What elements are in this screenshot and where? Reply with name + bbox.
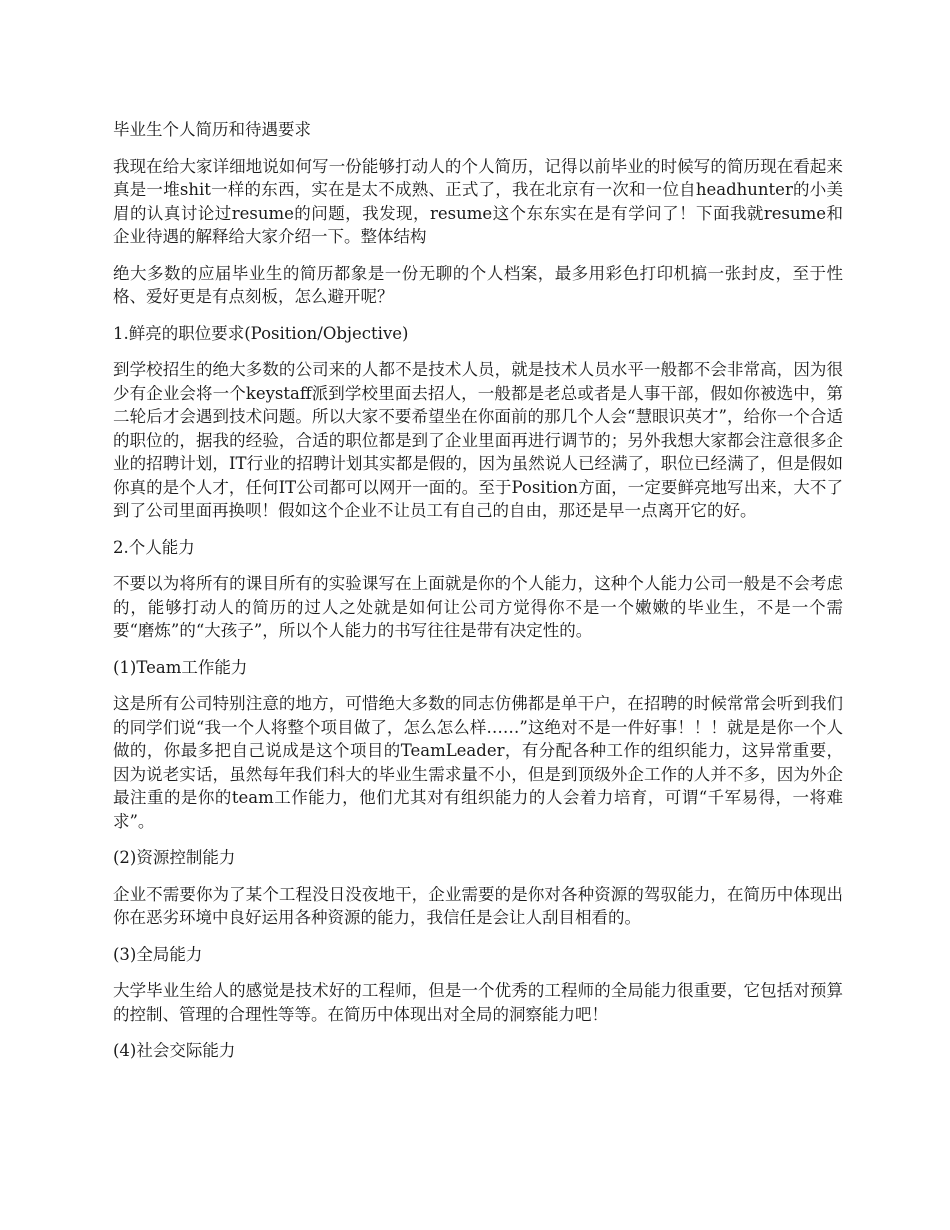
document-page <box>113 118 843 1076</box>
section-body-position: 到学校招生的绝大多数的公司来的人都不是技术人员，就是技术人员水平一般都不会非常高，因为很少有企业会将一个keystaff派到学校里面去招人，一般都是老总或者是人事干部，假如你被选中，第二轮后才会遇到技术问题。所以大家不要希望坐在你面前的那几个人会“慧眼识英才”，给你一个合适的职位的，据我的经验，合适的职位都是到了企业里面再进行调节的；另外我想大家都会注意很多企业的招聘计划，IT行业的招聘计划其实都是假的，因为虽然说人已经满了，职位已经满了，但是假如你真的是个人才，任何IT公司都可以网开一面的。至于Position方面，一定要鲜亮地写出来，大不了到了公司里面再换呗！假如这个企业不让员工有自己的自由，那还是早一点离开它的好。 <box>113 360 843 520</box>
subsection-heading-social: (4)社会交际能力 <box>113 1041 236 1060</box>
section-heading-position: 1.鲜亮的职位要求(Position/Objective) <box>113 323 409 343</box>
subsection-heading-resource: (2)资源控制能力 <box>113 848 236 867</box>
subsection-heading-team: (1)Team工作能力 <box>113 657 248 677</box>
intro-paragraph-2: 绝大多数的应届毕业生的简历都象是一份无聊的个人档案，最多用彩色打印机搞一张封皮，至于性格、爱好更是有点刻板，怎么避开呢？ <box>113 263 843 306</box>
subsection-body-global: 大学毕业生给人的感觉是技术好的工程师，但是一个优秀的工程师的全局能力很重要，它包括对预算的控制、管理的合理性等等。在简历中体现出对全局的洞察能力吧！ <box>113 981 843 1024</box>
intro-paragraph: 我现在给大家详细地说如何写一份能够打动人的个人简历，记得以前毕业的时候写的简历现在看起来真是一堆shit一样的东西，实在是太不成熟、正式了，我在北京有一次和一位自headhunter的小美眉的认真讨论过resume的问题，我发现，resume这个东东实在是有学问了！下面我就resume和企业待遇的解释给大家介绍一下。整体结构 <box>113 156 843 246</box>
document-title: 毕业生个人简历和待遇要求 <box>113 120 311 139</box>
section-body-ability: 不要以为将所有的课目所有的实验课写在上面就是你的个人能力，这种个人能力公司一般是不会考虑的，能够打动人的简历的过人之处就是如何让公司方觉得你不是一个嫩嫩的毕业生，不是一个需要“磨炼”的“大孩子”，所以个人能力的书写往往是带有决定性的。 <box>113 574 843 640</box>
section-heading-ability: 2.个人能力 <box>113 537 195 557</box>
subsection-body-team: 这是所有公司特别注意的地方，可惜绝大多数的同志仿佛都是单干户，在招聘的时候常常会听到我们的同学们说“我一个人将整个项目做了，怎么怎么样……”这绝对不是一件好事！！！就是是你一个人做的，你最多把自己说成是这个项目的TeamLeader，有分配各种工作的组织能力，这异常重要，因为说老实话，虽然每年我们科大的毕业生需求量不小，但是到顶级外企工作的人并不多，因为外企最注重的是你的team工作能力，他们尤其对有组织能力的人会着力培育，可谓“千军易得，一将难求”。 <box>113 694 843 831</box>
subsection-heading-global: (3)全局能力 <box>113 944 203 964</box>
subsection-body-resource: 企业不需要你为了某个工程没日没夜地干，企业需要的是你对各种资源的驾驭能力，在简历中体现出你在恶劣环境中良好运用各种资源的能力，我信任是会让人刮目相看的。 <box>113 884 843 927</box>
